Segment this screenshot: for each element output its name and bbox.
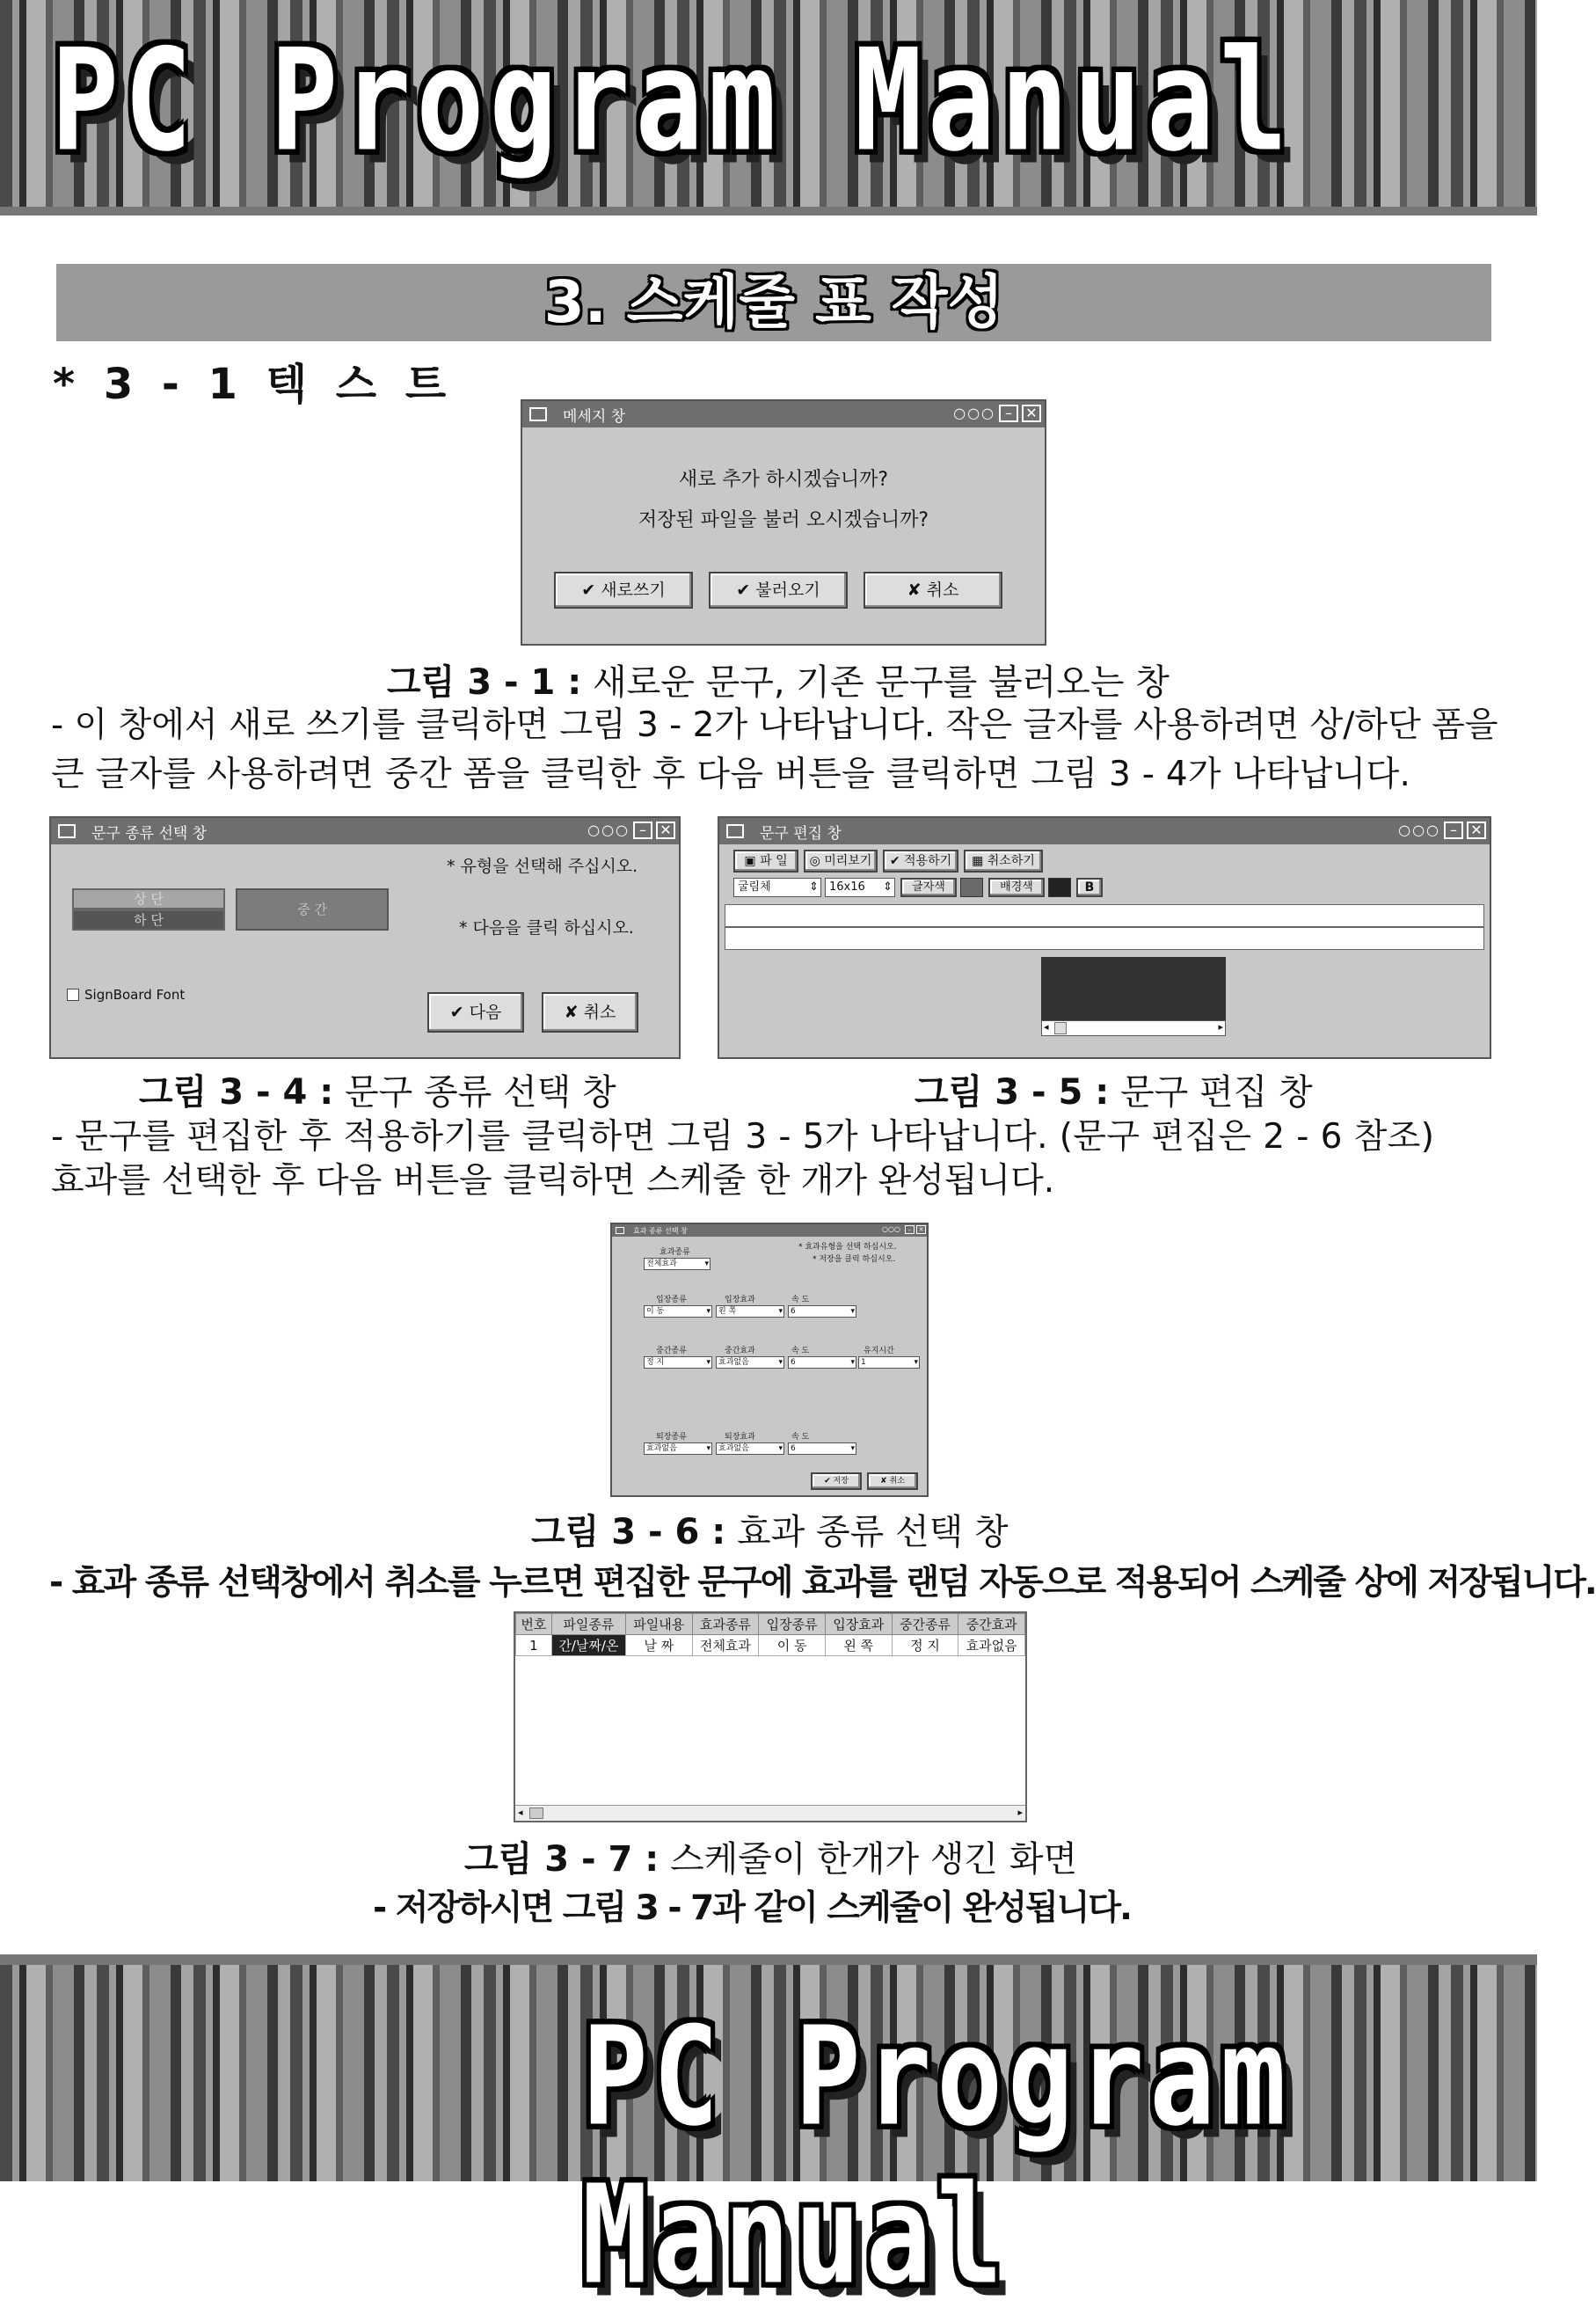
header-banner-title: PC Program Manual [51, 19, 1294, 184]
figure-3-1-caption [387, 654, 1170, 705]
paragraph-1-line-2: 큰 글자를 사용하려면 중간 폼을 클릭한 후 다음 버튼을 클릭하면 그림 3 - 4가 나타납니다. [51, 755, 1411, 794]
minimize-icon[interactable]: – [999, 405, 1018, 422]
window-app-icon [529, 407, 547, 421]
message-window-titlebar [522, 401, 1045, 427]
minimize-icon[interactable]: – [1444, 822, 1463, 839]
check-icon: ✔ [824, 1477, 834, 1486]
text-edit-line-2[interactable] [725, 927, 1484, 950]
figure-3-7-caption [464, 1831, 1077, 1881]
section-title: 3. 스케줄 표 작성 [543, 268, 1004, 336]
scroll-right-icon[interactable]: ▸ [1017, 1807, 1023, 1818]
effect-type-window [610, 1223, 929, 1497]
table-cell: 전체효과 [692, 1635, 759, 1656]
column-header[interactable]: 중간효과 [958, 1614, 1025, 1635]
led-preview-area [1041, 957, 1226, 1020]
entry-effect-select[interactable]: 왼 쪽 ▾ [716, 1305, 784, 1318]
cancel-button[interactable] [867, 1472, 918, 1490]
close-icon[interactable]: ✕ [1467, 822, 1486, 839]
new-write-label: 새로쓰기 [601, 581, 666, 600]
phrase-type-window [49, 816, 681, 1059]
figure-3-7-label: 그림 3 - 7 : [464, 1839, 660, 1880]
close-icon[interactable]: ✕ [1022, 405, 1041, 422]
preview-toolbar-button[interactable] [804, 850, 878, 873]
table-row[interactable] [516, 1635, 1025, 1656]
middle-type-label: 중간종류 [656, 1347, 687, 1355]
signboard-font-checkbox[interactable] [67, 987, 185, 1003]
table-cell: 날 짜 [625, 1635, 692, 1656]
check-icon: ✔ [581, 581, 601, 600]
middle-speed-select[interactable]: 6 ▾ [788, 1356, 856, 1369]
figure-3-5-label: 그림 3 - 5 : [915, 1072, 1110, 1113]
figure-3-6-caption [531, 1504, 1009, 1554]
paragraph-2-line-2: 효과를 선택한 후 다음 버튼을 클릭하면 스케줄 한 개가 완성됩니다. [51, 1161, 1055, 1201]
phrase-edit-titlebar [719, 818, 1490, 844]
spin-icon: ⇕ [883, 880, 893, 894]
phrase-edit-window-title: 문구 편집 창 [760, 824, 842, 843]
file-toolbar-button[interactable] [733, 850, 798, 873]
column-header[interactable]: 파일내용 [625, 1614, 692, 1635]
schedule-header-row [516, 1614, 1025, 1635]
new-write-button[interactable] [554, 572, 693, 609]
font-value: 굴림체 [738, 880, 771, 894]
preview-scrollbar[interactable] [1041, 1020, 1226, 1036]
load-button[interactable] [709, 572, 848, 609]
exit-speed-label: 속 도 [791, 1433, 810, 1442]
checkbox-box[interactable] [67, 989, 79, 1001]
schedule-table-window [514, 1611, 1027, 1822]
cancel-button[interactable] [542, 992, 638, 1033]
effect-type-titlebar [612, 1224, 927, 1237]
bold-button[interactable]: B [1076, 878, 1103, 897]
paragraph-1-line-1: - 이 창에서 새로 쓰기를 클릭하면 그림 3 - 2가 나타납니다. 작은 글자를 사용하려면 상/하단 폼을 [51, 705, 1498, 745]
middle-effect-label: 중간효과 [725, 1347, 755, 1355]
column-header[interactable]: 파일종류 [551, 1614, 625, 1635]
schedule-table [515, 1613, 1025, 1656]
entry-type-label: 입장종류 [656, 1296, 687, 1304]
minimize-icon[interactable]: – [633, 822, 652, 839]
window-app-icon [726, 824, 744, 838]
paragraph-3: - 효과 종류 선택창에서 취소를 누르면 편집한 문구에 효과를 랜덤 자동으로 적용되어 스케줄 상에 저장됩니다. [49, 1563, 1596, 1603]
titlebar-dots-icon: ○○○ [953, 405, 995, 421]
apply-toolbar-button[interactable] [883, 850, 958, 873]
message-window-title: 메세지 창 [563, 407, 626, 426]
scroll-left-icon[interactable]: ◂ [518, 1807, 523, 1818]
load-label: 불러오기 [755, 581, 820, 600]
undo-label: 취소하기 [987, 854, 1035, 868]
table-cell: 왼 쪽 [825, 1635, 892, 1656]
text-color-swatch[interactable] [960, 878, 983, 897]
preview-label: 미리보기 [824, 854, 872, 868]
message-window [521, 399, 1046, 646]
effect-hint-2: * 저장을 클릭 하십시오. [813, 1255, 896, 1264]
undo-icon: ▦ [972, 854, 987, 868]
column-header[interactable]: 번호 [516, 1614, 552, 1635]
table-cell: 1 [516, 1635, 552, 1656]
text-edit-line-1[interactable] [725, 904, 1484, 927]
phrase-type-window-title: 문구 종류 선택 창 [91, 824, 208, 843]
cancel-label: 취소 [926, 581, 959, 600]
close-icon[interactable]: ✕ [656, 822, 675, 839]
next-button[interactable] [427, 992, 524, 1033]
file-label: 파 일 [760, 854, 788, 868]
figure-3-4-text: 문구 종류 선택 창 [333, 1072, 616, 1113]
horizontal-scrollbar[interactable] [515, 1805, 1025, 1821]
window-app-icon [616, 1227, 624, 1234]
entry-speed-select[interactable]: 6 ▾ [788, 1305, 856, 1318]
figure-3-6-text: 효과 종류 선택 창 [725, 1512, 1009, 1552]
size-value: 16x16 [829, 880, 865, 894]
column-header[interactable]: 효과종류 [692, 1614, 759, 1635]
apply-label: 적용하기 [904, 854, 952, 868]
signboard-font-label: SignBoard Font [84, 987, 186, 1003]
text-color-button[interactable]: 글자색 [900, 878, 957, 897]
figure-3-5-caption [915, 1064, 1313, 1114]
entry-effect-label: 입장효과 [725, 1296, 755, 1304]
scroll-thumb[interactable] [529, 1807, 543, 1819]
message-line-1: 새로 추가 하시겠습니까? [678, 469, 889, 491]
table-cell: 이 동 [759, 1635, 826, 1656]
figure-3-4-caption [139, 1064, 616, 1114]
paragraph-4: - 저장하시면 그림 3 - 7과 같이 스케줄이 완성됩니다. [373, 1888, 1131, 1928]
exit-type-label: 퇴장종류 [656, 1433, 687, 1442]
spin-icon: ⇕ [809, 880, 819, 894]
check-icon: ✔ [449, 1003, 470, 1022]
phrase-type-hint-1: * 유형을 선택해 주십시오. [447, 857, 638, 876]
phrase-type-titlebar [51, 818, 679, 844]
entry-speed-label: 속 도 [791, 1296, 810, 1304]
window-app-icon [58, 824, 76, 838]
close-icon[interactable]: ✕ [916, 1225, 926, 1234]
exit-effect-select[interactable]: 효과없음 ▾ [716, 1442, 784, 1455]
hold-time-label: 유지시간 [864, 1347, 894, 1355]
save-button[interactable] [811, 1472, 862, 1490]
size-select[interactable] [825, 878, 895, 897]
figure-3-6-label: 그림 3 - 6 : [531, 1512, 726, 1552]
x-icon: ✘ [880, 1477, 890, 1486]
exit-type-select[interactable]: 효과없음 ▾ [644, 1442, 712, 1455]
exit-speed-select[interactable]: 6 ▾ [788, 1442, 856, 1455]
titlebar-dots-icon: ○○○ [1398, 822, 1440, 838]
column-header[interactable]: 입장효과 [825, 1614, 892, 1635]
footer-banner-title: PC Program Manual [582, 1998, 1292, 2315]
cancel-label: 취소 [889, 1477, 905, 1486]
middle-effect-select[interactable]: 효과없음 ▾ [716, 1356, 784, 1369]
cancel-label: 취소 [583, 1003, 616, 1022]
phrase-type-hint-2: * 다음을 클릭 하십시오. [459, 918, 634, 938]
undo-toolbar-button[interactable] [964, 850, 1043, 873]
check-icon: ✔ [736, 581, 756, 600]
top-form-option[interactable]: 상 단 [72, 888, 225, 909]
x-icon: ✘ [907, 581, 927, 600]
check-icon: ✔ [889, 854, 905, 868]
scroll-left-icon[interactable]: ◂ [1044, 1021, 1049, 1033]
subsection-heading: * 3 - 1 텍 스 트 [53, 360, 454, 409]
preview-icon: ◎ [809, 854, 825, 868]
bottom-form-option[interactable]: 하 단 [72, 909, 225, 931]
middle-form-option[interactable]: 중 간 [236, 888, 389, 931]
scroll-thumb[interactable] [1054, 1022, 1067, 1034]
column-header[interactable]: 중간종류 [892, 1614, 958, 1635]
cancel-button[interactable] [864, 572, 1002, 609]
exit-effect-label: 퇴장효과 [725, 1433, 755, 1442]
titlebar-dots-icon: ○○○ [587, 822, 630, 838]
middle-type-select[interactable]: 정 지 ▾ [644, 1356, 712, 1369]
font-select[interactable] [733, 878, 821, 897]
minimize-icon[interactable]: – [905, 1225, 915, 1234]
bg-color-button[interactable]: 배경색 [988, 878, 1045, 897]
titlebar-dots-icon: ○○○ [882, 1225, 900, 1233]
effect-type-label: 효과종류 [660, 1248, 690, 1257]
figure-3-1-label: 그림 3 - 1 : [387, 662, 582, 703]
column-header[interactable]: 입장종류 [759, 1614, 826, 1635]
hold-time-select[interactable]: 1 ▾ [858, 1356, 920, 1369]
figure-3-5-text: 문구 편집 창 [1109, 1072, 1313, 1113]
effect-type-window-title: 효과 종류 선택 창 [633, 1226, 688, 1235]
save-label: 저장 [833, 1477, 849, 1486]
disk-icon: ▣ [744, 854, 761, 868]
bg-color-swatch[interactable] [1048, 878, 1071, 897]
message-line-2: 저장된 파일을 불러 오시겠습니까? [638, 509, 929, 531]
effect-type-select[interactable]: 전체효과 ▾ [644, 1258, 711, 1270]
figure-3-7-text: 스케줄이 한개가 생긴 화면 [659, 1839, 1078, 1880]
entry-type-select[interactable]: 이 동 ▾ [644, 1305, 712, 1318]
paragraph-2-line-1: - 문구를 편집한 후 적용하기를 클릭하면 그림 3 - 5가 나타납니다. (문구 편집은 2 - 6 참조) [51, 1117, 1435, 1157]
table-cell: 정 지 [892, 1635, 958, 1656]
x-icon: ✘ [564, 1003, 584, 1022]
table-cell: 효과없음 [958, 1635, 1025, 1656]
scroll-right-icon[interactable]: ▸ [1218, 1021, 1223, 1033]
section-title-bar [56, 264, 1491, 341]
middle-speed-label: 속 도 [791, 1347, 810, 1355]
phrase-edit-window [718, 816, 1491, 1059]
figure-3-4-label: 그림 3 - 4 : [139, 1072, 334, 1113]
table-cell: 간/날짜/온 [551, 1635, 625, 1656]
effect-hint-1: * 효과유형을 선택 하십시오. [798, 1243, 897, 1252]
figure-3-1-text: 새로운 문구, 기존 문구를 불러오는 창 [581, 662, 1170, 703]
next-label: 다음 [469, 1003, 502, 1022]
